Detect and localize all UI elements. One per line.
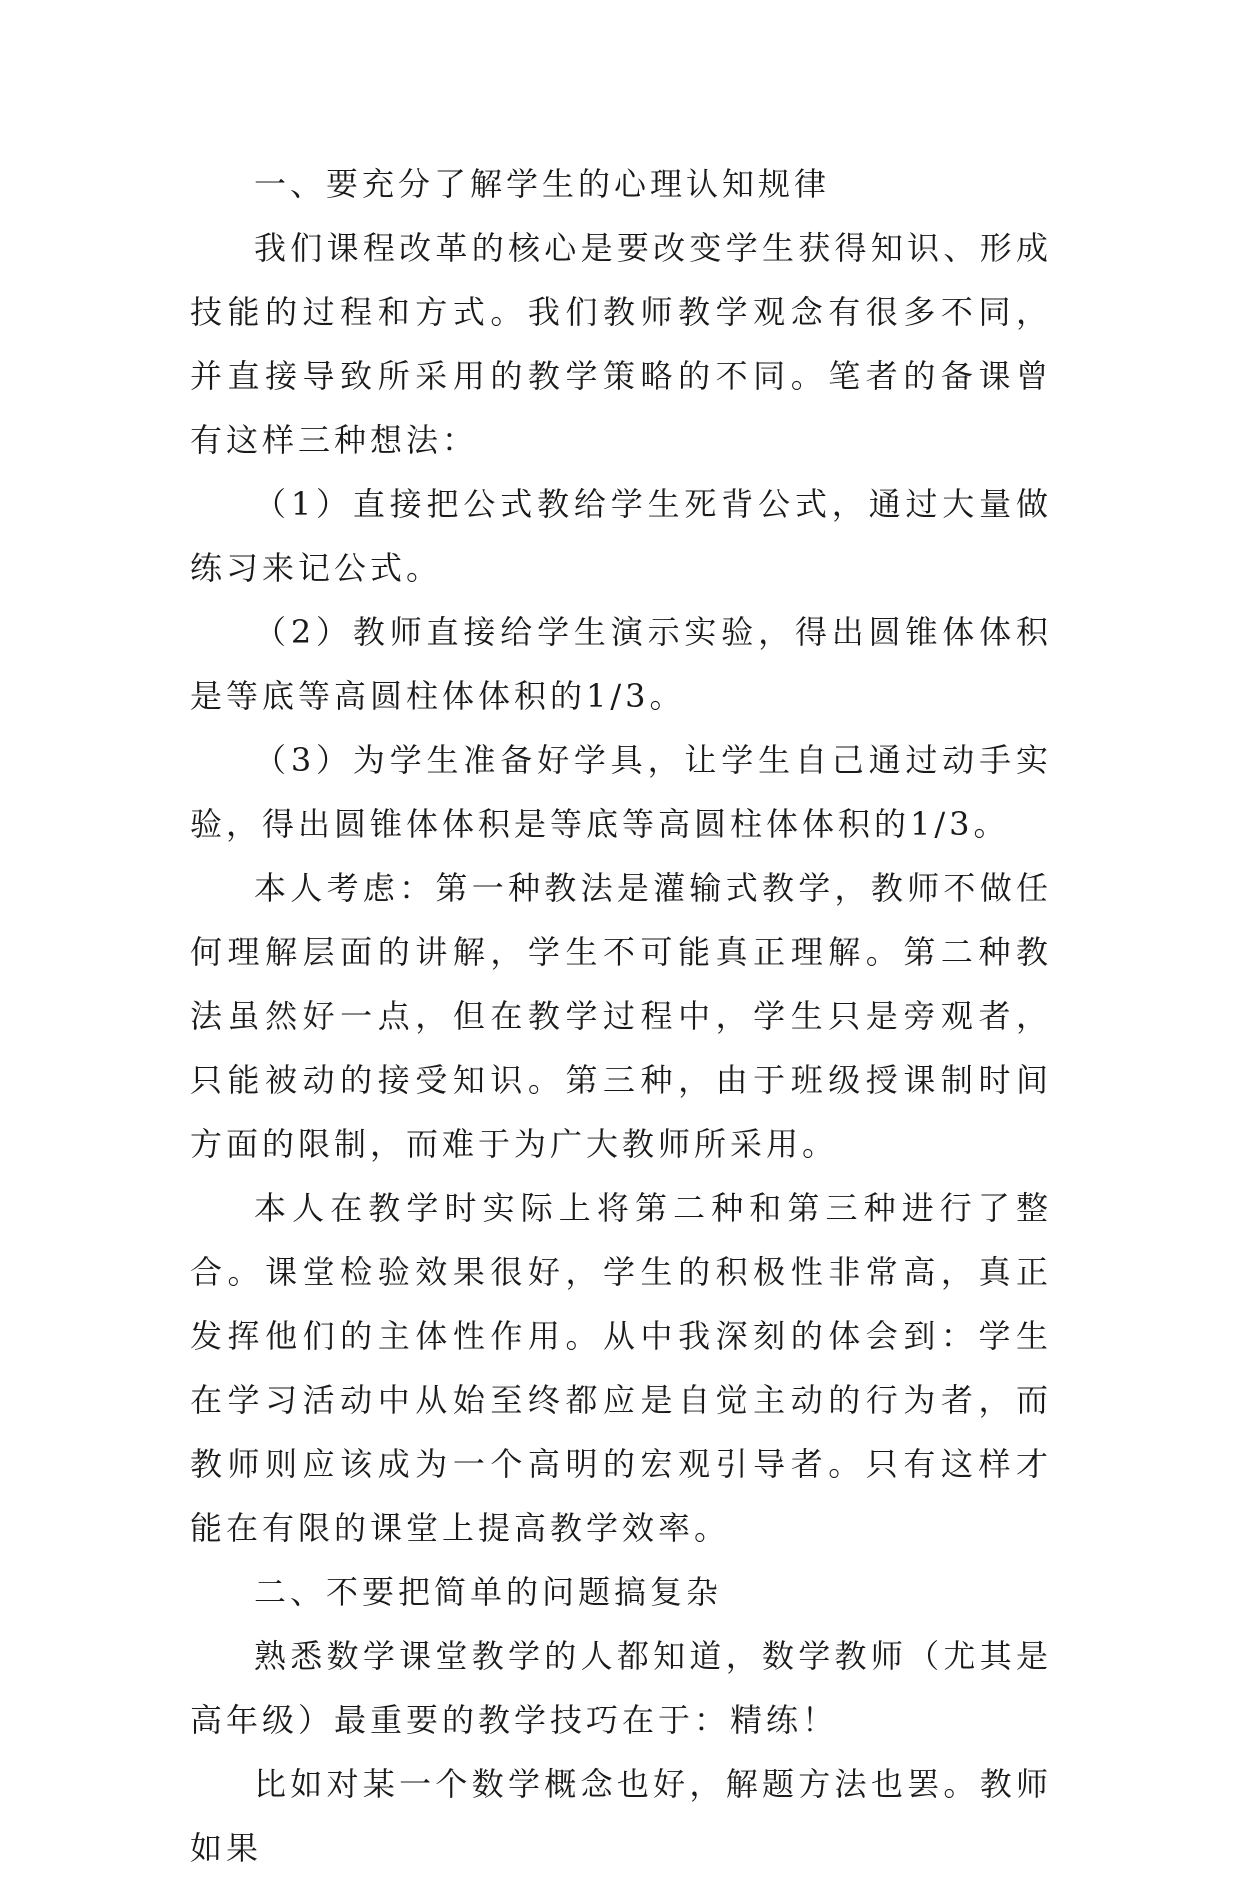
section-heading-2: 二、不要把简单的问题搞复杂	[254, 1573, 723, 1611]
list-item: （1）直接把公式教给学生死背公式，通过大量做练习来记公式。	[190, 485, 1052, 587]
paragraph: 本人在教学时实际上将第二种和第三种进行了整合。课堂检验效果很好，学生的积极性非常高，真正发挥他们的主体性作用。从中我深刻的体会到：学生在学习活动中从始至终都应是自觉主动的行为者，而教师则应该成为一个高明的宏观引导者。只有这样才能在有限的课堂上提高教学效率。	[190, 1189, 1052, 1547]
paragraph: 比如对某一个数学概念也好，解题方法也罢。教师如果	[190, 1765, 1052, 1867]
paragraph: 熟悉数学课堂教学的人都知道，数学教师（尤其是高年级）最重要的教学技巧在于：精练！	[190, 1637, 1052, 1739]
paragraph: 我们课程改革的核心是要改变学生获得知识、形成技能的过程和方式。我们教师教学观念有很多不同，并直接导致所采用的教学策略的不同。笔者的备课曾有这样三种想法：	[190, 229, 1052, 459]
paragraph: 本人考虑：第一种教法是灌输式教学，教师不做任何理解层面的讲解，学生不可能真正理解。第二种教法虽然好一点，但在教学过程中，学生只是旁观者，只能被动的接受知识。第三种，由于班级授课制时间方面的限制，而难于为广大教师所采用。	[190, 869, 1052, 1163]
list-item: （2）教师直接给学生演示实验，得出圆锥体体积是等底等高圆柱体体积的1/3。	[190, 613, 1052, 715]
section-heading-1: 一、要充分了解学生的心理认知规律	[254, 165, 831, 203]
list-item: （3）为学生准备好学具，让学生自己通过动手实验，得出圆锥体体积是等底等高圆柱体体积的1/3。	[190, 741, 1052, 843]
document-page	[190, 152, 1052, 1880]
